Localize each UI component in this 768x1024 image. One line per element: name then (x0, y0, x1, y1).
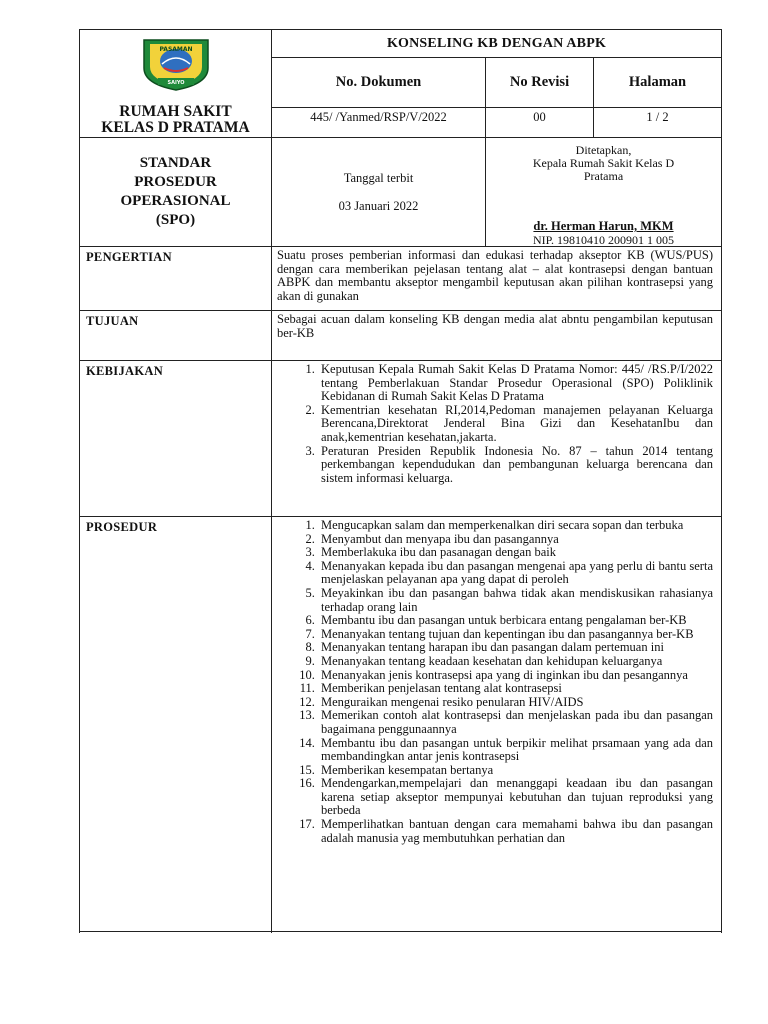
approval-cell (486, 138, 722, 247)
list-item: 16. Mendengarkan,mempelajari dan menanggapi keadaan ibu dan pasangan karena setiap akseptor mempunyai kebutuhan dan tujuan reproduksi yang berbeda (318, 777, 713, 818)
document-title: KONSELING KB DENGAN ABPK (272, 30, 722, 58)
tujuan-label: TUJUAN (80, 311, 272, 361)
list-item: 10. Menanyakan jenis kontrasepsi apa yang di inginkan ibu dan pesangannya (318, 669, 713, 683)
kebijakan-cell (272, 361, 722, 517)
document-header-table (79, 29, 722, 247)
list-item: 15. Memberikan kesempatan bertanya (318, 764, 713, 778)
spo-line: PROSEDUR (134, 174, 217, 190)
pengertian-label: PENGERTIAN (80, 247, 272, 311)
issue-date-value: 03 Januari 2022 (338, 199, 419, 213)
revisi-number: 00 (486, 108, 594, 138)
pasaman-logo-icon (136, 34, 216, 92)
kepala-line1: Kepala Rumah Sakit Kelas D (532, 156, 675, 170)
kebijakan-label: KEBIJAKAN (80, 361, 272, 517)
spo-line: OPERASIONAL (120, 193, 231, 209)
prosedur-cell (272, 517, 722, 934)
hospital-name (80, 104, 271, 136)
pengertian-text: Suatu proses pemberian informasi dan edukasi terhadap akseptor KB (WUS/PUS) dengan cara memberikan pejelasan tentang alat – alat kontrasepsi dengan bantuan ABPK dan membantu akseptor mengambil keputusan akan pilihan kontrasepsi yang akan di gunakan (272, 247, 722, 311)
prosedur-label: PROSEDUR (80, 517, 272, 934)
list-item: 8. Menanyakan tentang harapan ibu dan pasangan dalam pertemuan ini (318, 641, 713, 655)
list-item: 4. Menanyakan kepada ibu dan pasangan mengenai apa yang perlu di bantu serta menjelaskan pelayanan apa yang dapat di peroleh (318, 560, 713, 587)
list-item: 3. Peraturan Presiden Republik Indonesia No. 87 – tahun 2014 tentang perkembangan kependudukan dan pembangunan keluarga berencana dan sistem informasi keluarga. (318, 445, 713, 486)
list-item: 17. Memperlihatkan bantuan dengan cara memahami bahwa ibu dan pasangan adalah manusia yag membutuhkan perhatian dan (318, 818, 713, 845)
list-item: 7. Menanyakan tentang tujuan dan kepentingan ibu dan pasangannya ber-KB (318, 628, 713, 642)
signer-nip: NIP. 19810410 200901 1 005 (532, 233, 674, 247)
list-item: 2. Kementrian kesehatan RI,2014,Pedoman manajemen pelayanan Keluarga Berencana,Direktorat Jenderal Bina Gizi dan KesehatanIbu dan anak,kementrian kesehatan,jakarta. (318, 404, 713, 445)
halaman-number: 1 / 2 (594, 108, 722, 138)
list-item: 14. Membantu ibu dan pasangan untuk berpikir melihat prsamaan yang ada dan membandingkan antar jenis kontrasepsi (318, 737, 713, 764)
page-bottom-border (79, 931, 721, 932)
col-header-revisi: No Revisi (486, 58, 594, 108)
issue-date-label: Tanggal terbit (343, 171, 414, 185)
hospital-cell (80, 30, 272, 138)
prosedur-list (272, 519, 721, 845)
logo-text-top: PASAMAN (158, 46, 193, 53)
logo-text-bottom: SAIYO (166, 80, 185, 86)
list-item: 5. Meyakinkan ibu dan pasangan bahwa tidak akan mendiskusikan rahasianya terhadap orang lain (318, 587, 713, 614)
spo-line: STANDAR (139, 155, 212, 171)
col-header-dokumen: No. Dokumen (272, 58, 486, 108)
issue-date-cell (272, 138, 486, 247)
dokumen-number: 445/ /Yanmed/RSP/V/2022 (272, 108, 486, 138)
list-item: 1. Keputusan Kepala Rumah Sakit Kelas D Pratama Nomor: 445/ /RS.P/I/2022 tentang Pemberlakuan Standar Prosedur Operasional (SPO) Poliklinik Kebidanan di Rumah Sakit Kelas D Pratama (318, 363, 713, 404)
col-header-halaman: Halaman (594, 58, 722, 108)
ditetapkan-text: Ditetapkan, (575, 143, 632, 157)
list-item: 11. Memberikan penjelasan tentang alat kontrasepsi (318, 682, 713, 696)
signer-name: dr. Herman Harun, MKM (533, 219, 674, 233)
list-item: 9. Menanyakan tentang keadaan kesehatan dan kehidupan keluarganya (318, 655, 713, 669)
kebijakan-list (272, 363, 721, 485)
hospital-name-line2: KELAS D PRATAMA (101, 119, 250, 136)
document-body-table (79, 246, 722, 933)
spo-label (80, 138, 272, 247)
list-item: 3. Memberlakuka ibu dan pasanagan dengan baik (318, 546, 713, 560)
kepala-line2: Pratama (583, 169, 624, 183)
spo-line: (SPO) (155, 212, 196, 228)
tujuan-text: Sebagai acuan dalam konseling KB dengan media alat abntu pengambilan keputusan ber-KB (272, 311, 722, 361)
hospital-name-line1: RUMAH SAKIT (119, 103, 232, 120)
list-item: 1. Mengucapkan salam dan memperkenalkan diri secara sopan dan terbuka (318, 519, 713, 533)
list-item: 2. Menyambut dan menyapa ibu dan pasangannya (318, 533, 713, 547)
list-item: 6. Membantu ibu dan pasangan untuk berbicara entang pengalaman ber-KB (318, 614, 713, 628)
list-item: 13. Memerikan contoh alat kontrasepsi dan menjelaskan pada ibu dan pasangan bagaimana penggunaannya (318, 709, 713, 736)
list-item: 12. Menguraikan mengenai resiko penularan HIV/AIDS (318, 696, 713, 710)
